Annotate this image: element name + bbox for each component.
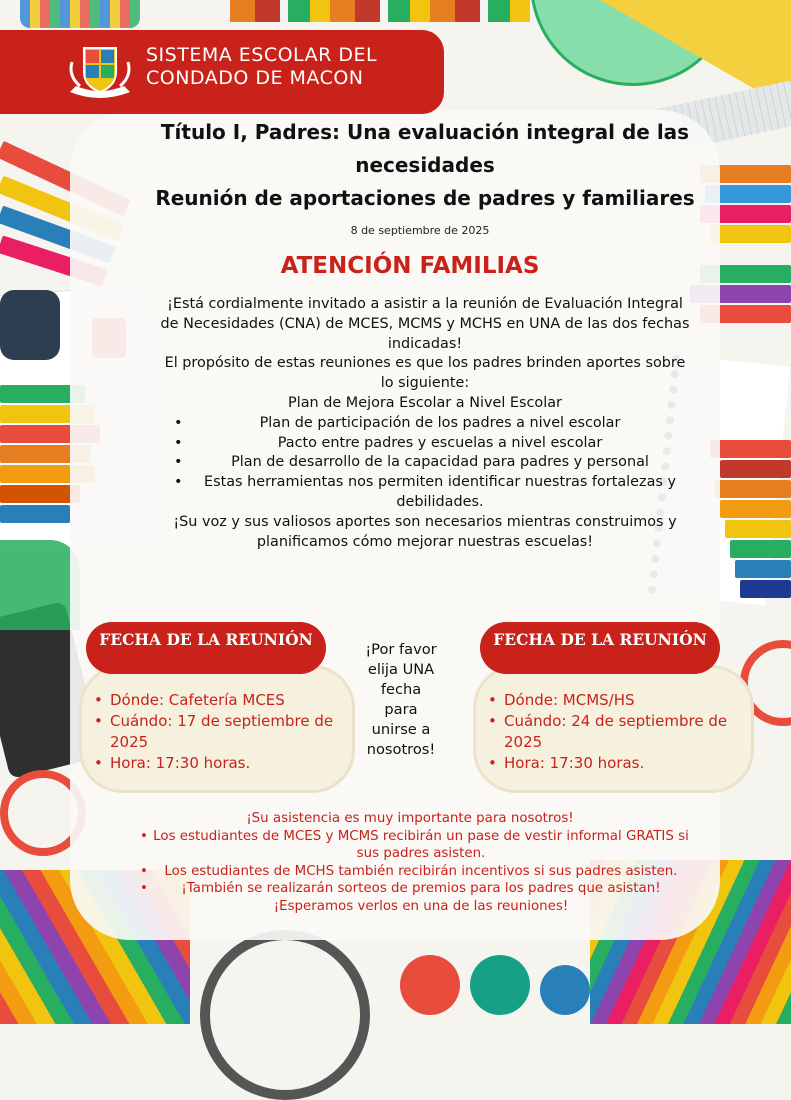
attendance-incentives — [130, 810, 690, 916]
paint-pot-red — [400, 955, 460, 1015]
pencil-decoration — [0, 485, 80, 503]
pencil-decoration — [715, 480, 791, 498]
pencil-decoration — [730, 540, 791, 558]
incentives-list — [130, 828, 690, 916]
pencil-decoration — [740, 580, 791, 598]
paint-pot-teal — [470, 955, 530, 1015]
meeting-2-label: FECHA DE LA REUNIÓN — [480, 622, 720, 674]
meeting-1-when: • Cuándo: 17 de septiembre de 2025 — [92, 711, 342, 753]
meeting-2-details — [486, 690, 741, 774]
meeting-1-where: • Dónde: Cafetería MCES — [92, 690, 342, 711]
paint-pot-blue — [540, 965, 590, 1015]
meeting-card-1 — [82, 668, 352, 790]
markers-decoration — [230, 0, 530, 22]
pencil-decoration — [720, 460, 791, 478]
meeting-2-where: • Dónde: MCMS/HS — [486, 690, 741, 711]
pencil-decoration — [720, 500, 791, 518]
meeting-2-time: • Hora: 17:30 horas. — [486, 753, 741, 774]
page-title-line2: necesidades — [355, 153, 495, 177]
meeting-2-when: • Cuándo: 24 de septiembre de 2025 — [486, 711, 741, 753]
topics-list — [160, 414, 690, 513]
district-name — [146, 44, 436, 90]
pencil-decoration — [710, 440, 791, 458]
invitation-body — [160, 295, 690, 552]
green-bag-decoration — [0, 540, 80, 630]
publication-date: 8 de septiembre de 2025 — [350, 224, 490, 237]
page-title-line1: Título I, Padres: Una evaluación integral de las — [160, 120, 690, 144]
choose-date-prompt: ¡Por favor elija UNA fecha para unirse a nosotros! — [365, 641, 437, 758]
pencil-decoration — [0, 505, 70, 523]
meeting-card-2 — [476, 668, 751, 790]
closing-text: ¡Su voz y sus valiosos aportes son necesarios mientras construimos y planificamos cómo mejorar nuestras escuelas! — [173, 513, 677, 550]
page-subtitle: Reunión de aportaciones de padres y familiares — [155, 186, 695, 210]
attendance-intro: ¡Su asistencia es muy importante para nosotros! — [246, 811, 574, 826]
purpose-text: El propósito de estas reuniones es que los padres brinden aportes sobre lo siguiente: — [164, 355, 686, 392]
district-name-line2: CONDADO DE MACON — [146, 67, 364, 89]
list-item: • Estas herramientas nos permiten identificar nuestras fortalezas y debilidades. — [160, 473, 690, 513]
list-item: • Los estudiantes de MCES y MCMS recibirán un pase de vestir informal GRATIS si sus padres asisten. — [130, 828, 690, 863]
stapler-decoration — [0, 290, 60, 360]
magnifier-decoration — [200, 930, 370, 1100]
pencil-decoration — [735, 560, 791, 578]
paper-clips-decoration — [20, 0, 140, 28]
list-item: • Pacto entre padres y escuelas a nivel escolar — [160, 434, 690, 454]
meeting-1-time: • Hora: 17:30 horas. — [92, 753, 342, 774]
pencil-decoration — [725, 520, 791, 538]
district-name-line1: SISTEMA ESCOLAR DEL — [146, 44, 378, 66]
attention-heading: ATENCIÓN FAMILIAS — [280, 253, 540, 279]
list-item: • Plan de participación de los padres a nivel escolar — [160, 414, 690, 434]
list-item: • Los estudiantes de MCHS también recibirán incentivos si sus padres asisten. — [130, 863, 690, 881]
plan-heading: Plan de Mejora Escolar a Nivel Escolar — [288, 394, 562, 411]
school-crest-logo — [64, 42, 136, 104]
invitation-text: ¡Está cordialmente invitado a asistir a la reunión de Evaluación Integral de Necesidades (CNA) de MCES, MCMS y MCHS en UNA de las dos fechas indicadas! — [160, 296, 690, 352]
meeting-1-details — [92, 690, 342, 774]
list-item: • Plan de desarrollo de la capacidad para padres y personal — [160, 453, 690, 473]
pencil-decoration — [710, 225, 791, 243]
list-item: • ¡También se realizarán sorteos de premios para los padres que asistan! ¡Esperamos verlos en una de las reuniones! — [130, 880, 690, 915]
meeting-1-label: FECHA DE LA REUNIÓN — [86, 622, 326, 674]
